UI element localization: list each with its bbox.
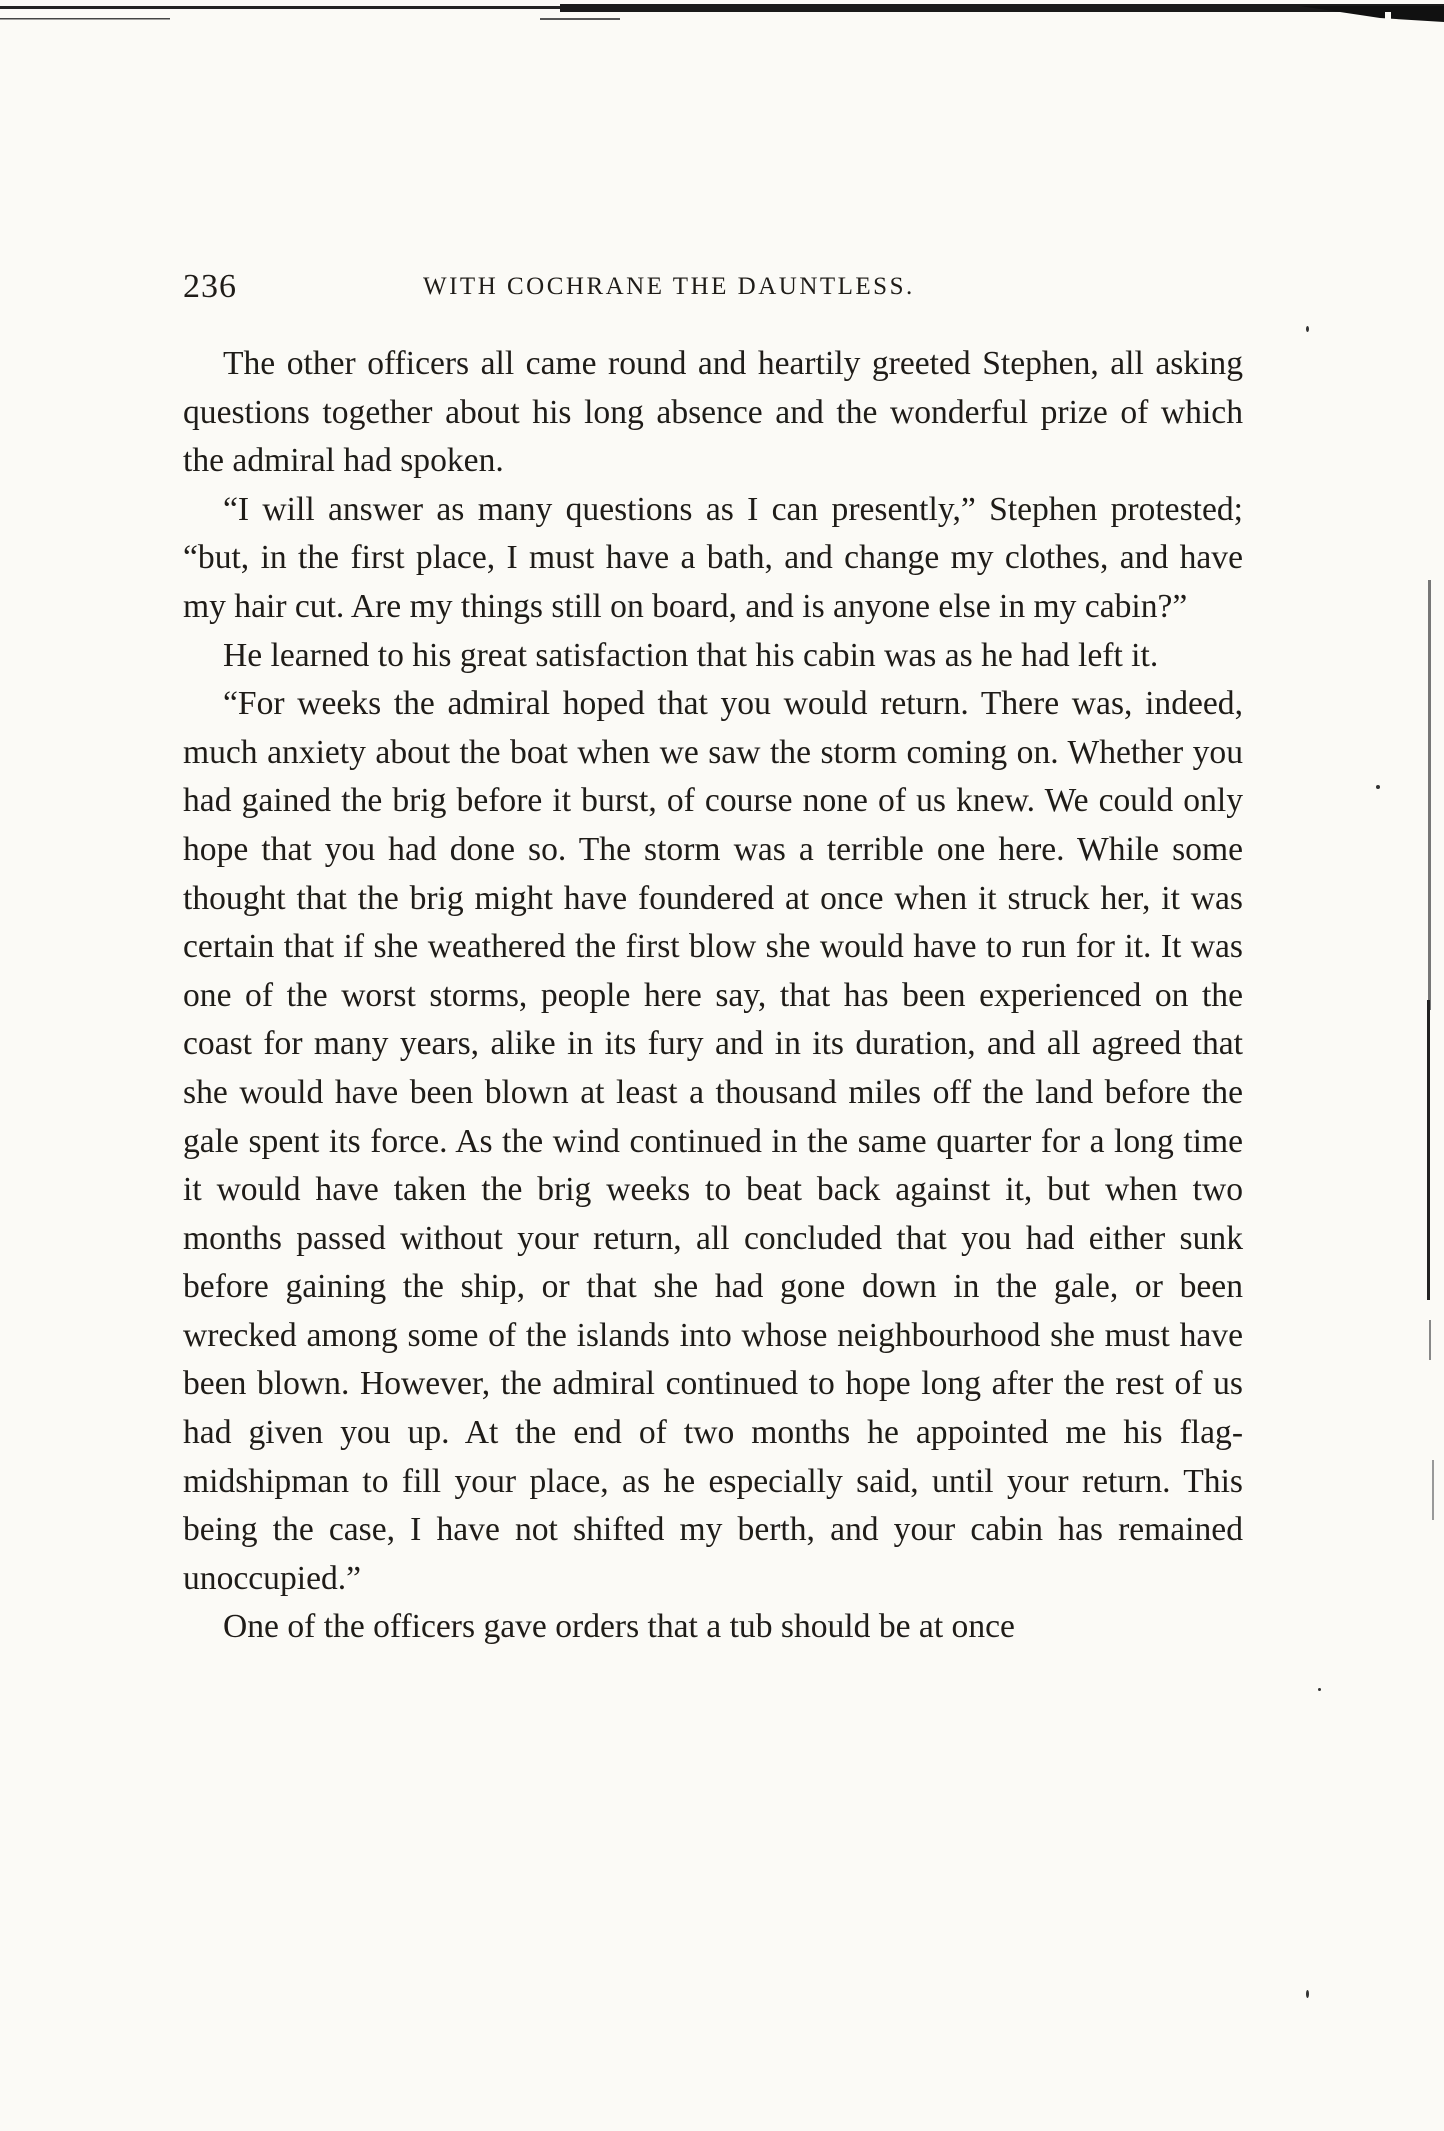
ink-speck [1306,326,1309,332]
page-number: 236 [183,268,237,305]
paragraph: “I will answer as many questions as I can presently,” Stephen protested; “but, in the first place, I must have a bath, and change my clothes, and have my hair cut. Are my things still on board, and is anyone else in my cabin?” [183,490,1243,625]
body-text [183,340,1243,1652]
running-head [183,267,1243,307]
ink-speck [1376,785,1380,789]
paragraph: One of the officers gave orders that a tub should be at once [223,1608,1015,1646]
scan-edge-right [1414,560,1444,1560]
running-title: WITH COCHRANE THE DAUNTLESS. [423,273,915,300]
scan-edge-top [0,0,1444,22]
paragraph: He learned to his great satisfaction that his cabin was as he had left it. [223,636,1159,674]
paragraph: “For weeks the admiral hoped that you would return. There was, indeed, much anxiety about the boat when we saw the storm coming on. Whether you had gained the brig before it burst, of course none of us knew. We could only hope that you had done so. The storm was a terrible one here. While some thought that the brig might have foundered at once when it struck her, it was certain that if she weathered the first blow she would have to run for it. It was one of the worst storms, people here say, that has been experienced on the coast for many years, alike in its fury and in its duration, and all agreed that she would have been blown at least a thousand miles off the land before the gale spent its force. As the wind continued in the same quarter for a long time it would have taken the brig weeks to beat back against it, but when two months passed without your return, all concluded that you had either sunk before gaining the ship, or that she had gone down in the gale, or been wrecked among some of the islands into whose neighbourhood she must have been blown. However, the admiral continued to hope long after the rest of us had given you up. At the end of two months he appointed me his flag-midshipman to fill your place, as he especially said, until your return. This being the case, I have not shifted my berth, and your cabin has remained unoccupied.” [183,685,1243,1597]
ink-speck [1318,1688,1321,1691]
paragraph: The other officers all came round and heartily greeted Stephen, all asking questions together about his long absence and the wonderful prize of which the admiral had spoken. [183,345,1243,480]
ink-speck [1306,1990,1309,1998]
